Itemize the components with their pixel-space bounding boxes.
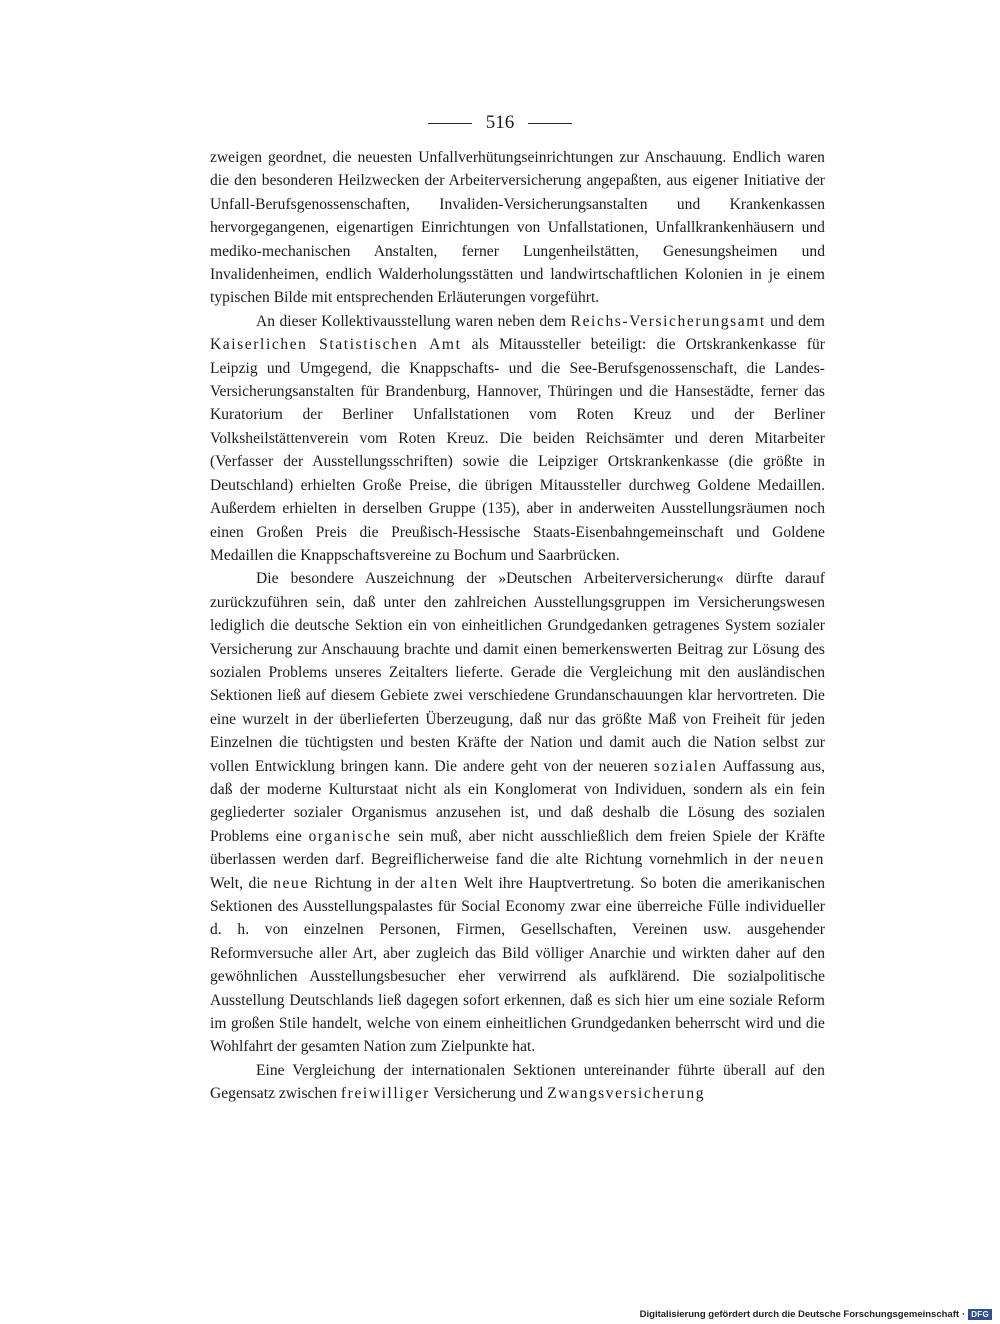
digitization-credit [640,1309,992,1320]
text-run: Richtung in der [308,874,421,892]
spaced-text-run: freiwilliger [340,1085,430,1103]
text-run: Eine Vergleichung der internationalen Sektionen untereinander führte überall auf den Gegensatz zwischen [210,1061,825,1103]
credit-separator: · [962,1309,966,1320]
spaced-text-run: alten [420,874,459,892]
text-run: Auffassung aus, daß der moderne Kulturstaat nicht als ein Konglomerat von Individuen, sondern als ein fein gegliederter sozialer Organismus anzusehen ist, und daß deshalb die Lösung des sozialen Problems eine [210,757,825,845]
credit-text: Digitalisierung gefördert durch die Deutsche Forschungsgemeinschaft [639,1309,960,1320]
page-header [0,112,1000,134]
spaced-text-run: sozialen [653,757,718,775]
text-run: und dem [765,312,826,330]
spaced-text-run: Reichs-Versicherungsamt [570,312,766,330]
spaced-text-run: organische [308,827,392,845]
text-run: An dieser Kollektivausstellung waren neben dem [256,312,571,330]
spaced-text-run: neue [273,874,309,892]
text-run: Welt ihre Hauptvertretung. So boten die amerikanischen Sektionen des Ausstellungspalastes für Social Economy zwar eine überreiche Fülle individueller d. h. von einzelnen Personen, Firmen, Gesellschaften, Vereinen usw. ausgehender Reformversuche aller Art, aber zugleich das Bild völliger Anarchie und wirkten daher auf den gewöhnlichen Ausstellungsbesucher eher verwirrend als aufklärend. Die sozialpolitische Ausstellung Deutschlands ließ dagegen sofort erkennen, daß es sich hier um eine soziale Reform im großen Stile handelt, welche von einem einheitlichen Grundgedanken beherrscht wird und die Wohlfahrt der gesamten Nation zum Zielpunkte hat. [210,874,825,1056]
spaced-text-run: Kaiserlichen Statistischen Amt [210,336,462,354]
text-run: Welt, die [210,874,274,892]
text-run: sein muß, aber nicht ausschließlich dem freien Spiele der Kräfte überlassen werden darf. Begreiflicherweise fand die alte Richtung vornehmlich in der [210,827,825,869]
text-run: Die besondere Auszeichnung der »Deutschen Arbeiterversicherung« dürfte darauf zurückzuführen sein, daß unter den zahlreichen Ausstellungsgruppen im Versicherungswesen lediglich die deutsche Sektion ein von einheitlichen Grundgedanken getragenes System sozialer Versicherung zur Anschauung brachte und damit einen bemerkenswerten Beitrag zur Lösung des sozialen Problems unseres Zeitalters lieferte. Gerade die Vergleichung mit den ausländischen Sektionen ließ auf diesem Gebiete zwei verschiedene Grundanschauungen klar hervortreten. Die eine wurzelt in der überlieferten Überzeugung, daß nur das größte Maß von Freiheit für jeden Einzelnen die tüchtigsten und besten Kräfte der Nation und damit auch die Nation selbst zur vollen Entwicklung bringen kann. Die andere geht von der neueren [210,570,825,775]
page-number: 516 [485,112,515,133]
paragraph-2 [210,310,825,567]
spaced-text-run: Zwangsversicherung [547,1085,706,1103]
header-rule-right [528,123,572,124]
paragraph-4 [210,1059,825,1106]
dfg-logo: DFG [968,1309,992,1320]
body-text [210,146,825,1106]
paragraph-3 [210,567,825,1059]
text-run: als Mitaussteller beteiligt: die Ortskrankenkasse für Leipzig und Umgegend, die Knappschafts- und die See-Berufsgenossenschaft, die Landes-Versicherungsanstalten für Brandenburg, Hannover, Thüringen und die Hansestädte, ferner das Kuratorium der Berliner Unfallstationen vom Roten Kreuz und der Berliner Volksheilstättenverein vom Roten Kreuz. Die beiden Reichsämter und deren Mitarbeiter (Verfasser der Ausstellungsschriften) sowie die Leipziger Ortskrankenkasse (die größte in Deutschland) erhielten Große Preise, die übrigen Mitaussteller durchweg Goldene Medaillen. Außerdem erhielten in derselben Gruppe (135), aber in anderweiten Ausstellungsräumen noch einen Großen Preis die Preußisch-Hessische Staats-Eisenbahngemeinschaft und Goldene Medaillen die Knappschaftsvereine zu Bochum und Saarbrücken. [210,336,825,564]
text-run: Versicherung und [429,1085,548,1103]
text-run: zweigen geordnet, die neuesten Unfallverhütungseinrichtungen zur Anschauung. Endlich waren die den besonderen Heilzwecken der Arbeiterversicherung angepaßten, aus eigener Initiative der Unfall-Berufsgenossenschaften, Invaliden-Versicherungsanstalten und Krankenkassen hervorgegangenen, eigenartigen Einrichtungen von Unfallstationen, Unfallkrankenhäusern und mediko-mechanischen Anstalten, ferner Lungenheilstätten, Genesungsheimen und Invalidenheimen, endlich Walderholungsstätten und landwirtschaftlichen Kolonien in je einem typischen Bilde mit entsprechenden Erläuterungen vorgeführt. [210,149,825,307]
paragraph-1 [210,146,825,310]
header-rule-left [428,123,472,124]
spaced-text-run: neuen [779,851,825,869]
